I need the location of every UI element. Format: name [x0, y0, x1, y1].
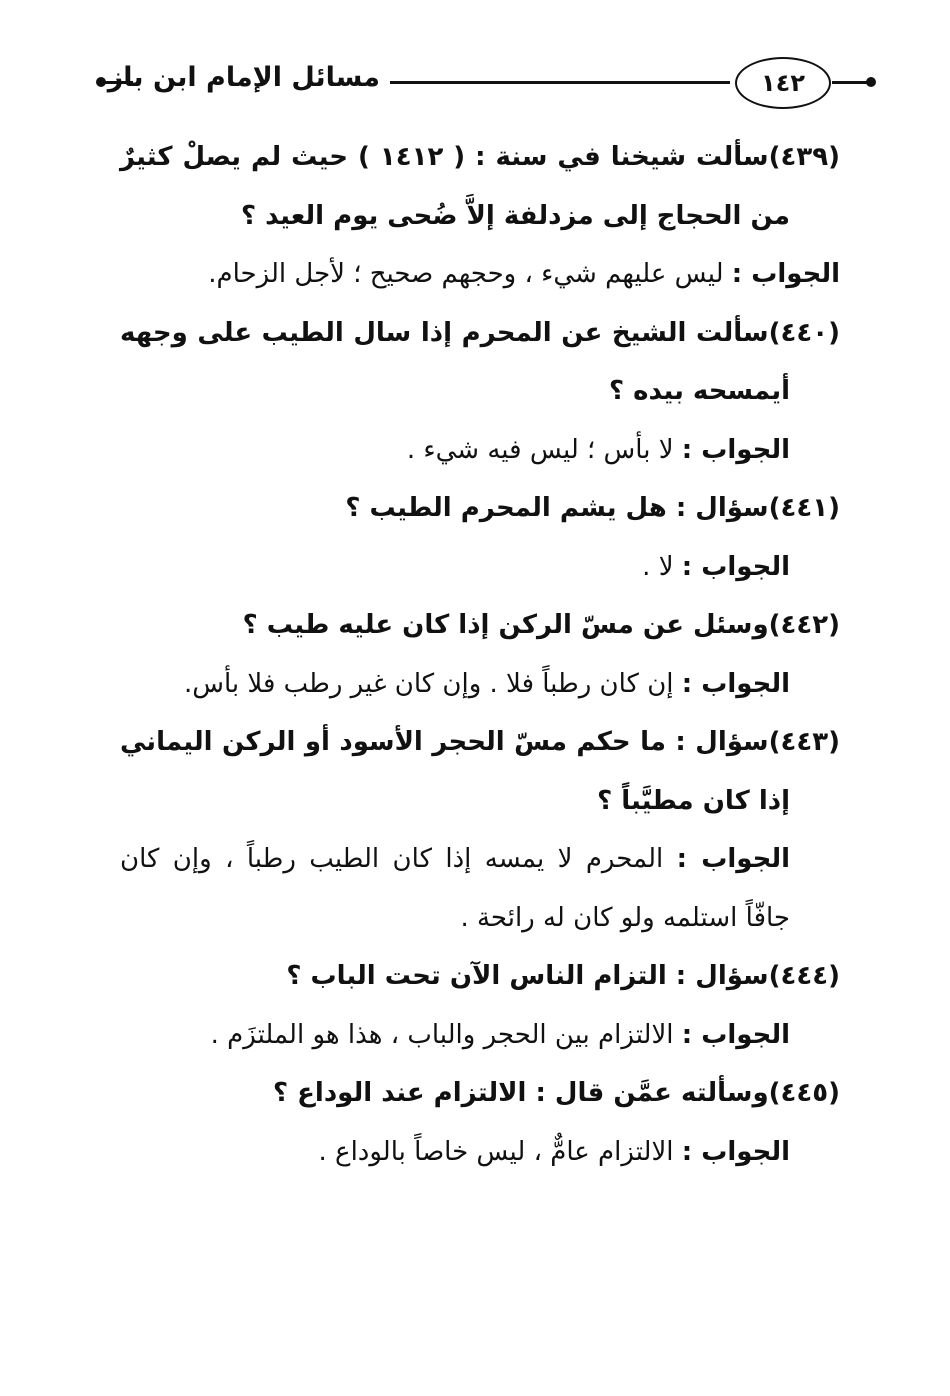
- answer-445: [120, 1123, 840, 1182]
- answer-441: [120, 538, 840, 597]
- question-443-line-2: إذا كان مطيَّباً ؟: [597, 785, 790, 816]
- question-number: (٤٤٤): [768, 961, 840, 991]
- question-number: (٤٤٢): [768, 610, 840, 640]
- answer-text: إن كان رطباً فلا . وإن كان غير رطب فلا بأس.: [184, 668, 674, 699]
- question-443-line-1: [120, 713, 840, 772]
- header-rule-middle: [390, 81, 730, 84]
- answer-label: الجواب :: [681, 1019, 790, 1050]
- answer-text: الالتزام عامٌّ ، ليس خاصاً بالوداع .: [318, 1136, 674, 1167]
- answer-label: الجواب :: [681, 1136, 790, 1167]
- answer-439: [120, 245, 840, 304]
- answer-label: الجواب :: [731, 259, 840, 289]
- running-title: مسائل الإمام ابن باز: [107, 62, 380, 93]
- question-number: (٤٣٩): [768, 142, 840, 172]
- answer-label: الجواب :: [681, 434, 790, 465]
- answer-text: لا .: [642, 551, 674, 582]
- question-text: سألت شيخنا في سنة : ( ١٤١٢ ) حيث لم يصلْ كثيرٌ: [120, 142, 769, 172]
- question-441-line-1: [120, 479, 840, 538]
- question-text: وسألته عمَّن قال : الالتزام عند الوداع ؟: [273, 1078, 769, 1108]
- answer-label: الجواب :: [681, 551, 790, 582]
- page-body: [120, 128, 840, 1181]
- answer-440: [120, 421, 840, 480]
- question-440-line-2: أيمسحه بيده ؟: [609, 376, 790, 406]
- answer-text: الالتزام بين الحجر والباب ، هذا هو الملتزَم .: [210, 1019, 674, 1050]
- question-text: سؤال : التزام الناس الآن تحت الباب ؟: [286, 961, 769, 991]
- question-text: سألت الشيخ عن المحرم إذا سال الطيب على وجهه: [120, 317, 769, 348]
- question-text: وسئل عن مسّ الركن إذا كان عليه طيب ؟: [242, 610, 769, 640]
- question-442-line-1: [120, 596, 840, 655]
- answer-443-line-2: جافّاً استلمه ولو كان له رائحة .: [460, 902, 790, 933]
- question-439-line-1: [120, 128, 840, 187]
- question-439-line-2: من الحجاج إلى مزدلفة إلاَّ ضُحى يوم العيد ؟: [240, 200, 790, 231]
- question-440-line-1: [120, 304, 840, 363]
- question-number: (٤٤٥): [768, 1078, 840, 1108]
- answer-443-line-1: [120, 830, 840, 889]
- answer-444: [120, 1006, 840, 1065]
- question-text: سؤال : هل يشم المحرم الطيب ؟: [345, 493, 769, 523]
- page-header: [0, 40, 950, 120]
- answer-text: ليس عليهم شيء ، وحجهم صحيح ؛ لأجل الزحام.: [208, 259, 724, 289]
- header-rule-right: [832, 81, 868, 84]
- question-number: (٤٤٣): [768, 727, 840, 757]
- answer-text: لا بأس ؛ ليس فيه شيء .: [406, 434, 674, 465]
- answer-text: المحرم لا يمسه إذا كان الطيب رطباً ، وإن كان: [120, 844, 664, 874]
- answer-442: [120, 655, 840, 714]
- answer-label: الجواب :: [676, 844, 791, 874]
- header-ornament-dot-right: [866, 77, 876, 87]
- question-445-line-1: [120, 1064, 840, 1123]
- answer-label: الجواب :: [681, 668, 790, 699]
- question-number: (٤٤٠): [768, 317, 840, 348]
- page-number: ١٤٢: [735, 57, 831, 109]
- question-444-line-1: [120, 947, 840, 1006]
- question-text: سؤال : ما حكم مسّ الحجر الأسود أو الركن اليماني: [120, 727, 769, 757]
- question-number: (٤٤١): [768, 493, 840, 523]
